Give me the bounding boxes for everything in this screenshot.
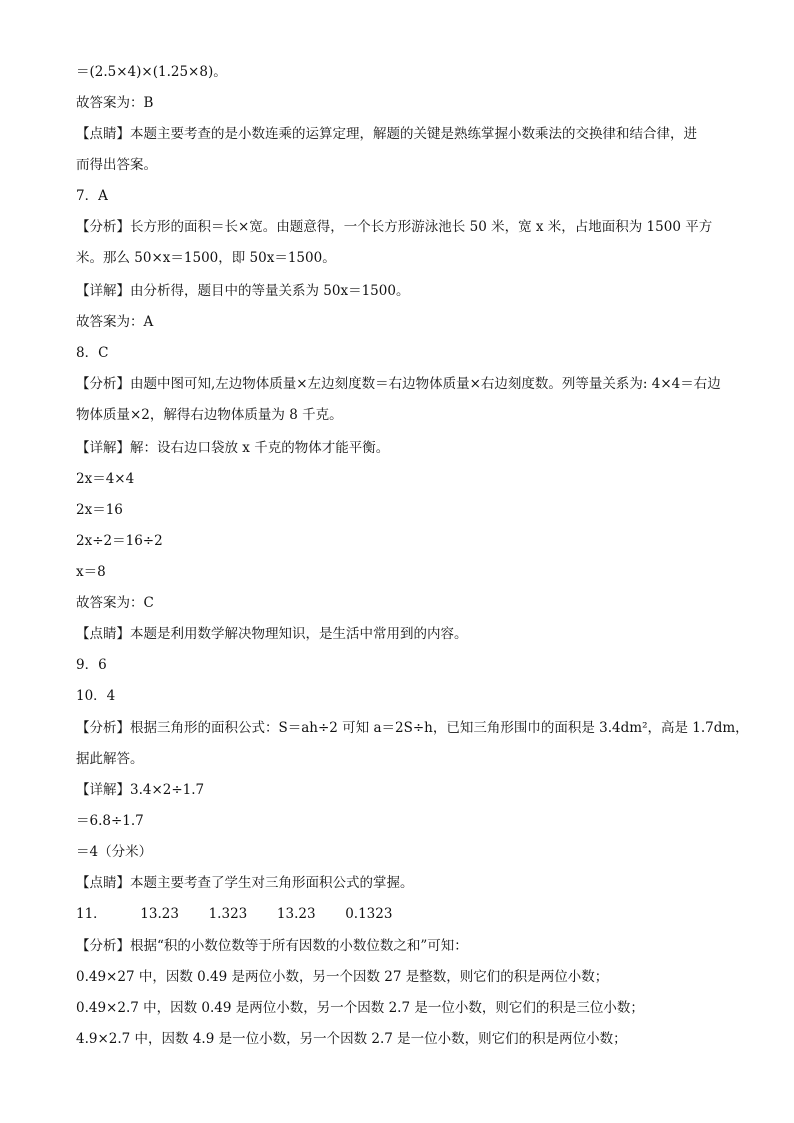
text-line: 【分析】由题中图可知,左边物体质量×左边刻度数＝右边物体质量×右边刻度数。列等量关系为: 4×4＝右边 xyxy=(76,376,721,392)
text-line: 故答案为：B xyxy=(76,95,154,111)
text-line: 【分析】长方形的面积＝长×宽。由题意得，一个长方形游泳池长 50 米，宽 x 米，占地面积为 1500 平方 xyxy=(76,219,713,235)
text-line: 据此解答。 xyxy=(76,751,144,767)
answer-blank: 13.23 xyxy=(140,906,179,922)
text-line: 【分析】根据三角形的面积公式：S＝ah÷2 可知 a＝2S÷h，已知三角形围巾的面积是 3.4dm²，高是 1.7dm， xyxy=(76,720,749,736)
text-line: 米。那么 50×x＝1500，即 50x＝1500。 xyxy=(76,250,336,266)
equation-line: x＝8 xyxy=(76,564,106,580)
text-line: 【点睛】本题主要考查的是小数连乘的运算定理，解题的关键是熟练掌握小数乘法的交换律和结合律，进 xyxy=(76,126,697,142)
text-line: 【分析】根据“积的小数位数等于所有因数的小数位数之和”可知： xyxy=(76,938,468,954)
text-line: 【点睛】本题主要考查了学生对三角形面积公式的掌握。 xyxy=(76,875,414,891)
text-line: 4.9×2.7 中，因数 4.9 是一位小数，另一个因数 2.7 是一位小数，则它们的积是两位小数； xyxy=(76,1031,627,1047)
text-line: 物体质量×2，解得右边物体质量为 8 千克。 xyxy=(76,407,343,423)
text-line: 0.49×2.7 中，因数 0.49 是两位小数，另一个因数 2.7 是一位小数，则它们的积是三位小数； xyxy=(76,1000,644,1016)
question-number: 8．C xyxy=(76,345,109,361)
text-line: 【点睛】本题是利用数学解决物理知识，是生活中常用到的内容。 xyxy=(76,626,468,642)
equation-line: 2x＝4×4 xyxy=(76,471,135,487)
text-line: 而得出答案。 xyxy=(76,157,157,173)
text-line: 【详解】由分析得，题目中的等量关系为 50x＝1500。 xyxy=(76,283,410,299)
text-line: 【详解】解：设右边口袋放 x 千克的物体才能平衡。 xyxy=(76,440,390,456)
answer-blank: 0.1323 xyxy=(345,906,393,922)
question-number: 10．4 xyxy=(76,688,116,704)
question-number: 9．6 xyxy=(76,657,107,673)
text-line: 故答案为：A xyxy=(76,314,154,330)
equation-line: 2x＝16 xyxy=(76,502,123,518)
text-line: ＝(2.5×4)×(1.25×8)。 xyxy=(76,64,227,80)
equation-line: 2x÷2＝16÷2 xyxy=(76,533,163,549)
question-11-answers xyxy=(76,904,724,924)
text-line: 故答案为：C xyxy=(76,595,154,611)
text-line: 0.49×27 中，因数 0.49 是两位小数，另一个因数 27 是整数，则它们的积是两位小数； xyxy=(76,969,609,985)
question-number: 11． xyxy=(76,906,107,922)
equation-line: ＝6.8÷1.7 xyxy=(76,813,144,829)
answer-blank: 1.323 xyxy=(208,906,248,922)
question-number: 7．A xyxy=(76,188,108,204)
answer-blank: 13.23 xyxy=(276,906,316,922)
equation-line: 【详解】3.4×2÷1.7 xyxy=(76,782,205,798)
equation-line: ＝4（分米） xyxy=(76,844,153,860)
